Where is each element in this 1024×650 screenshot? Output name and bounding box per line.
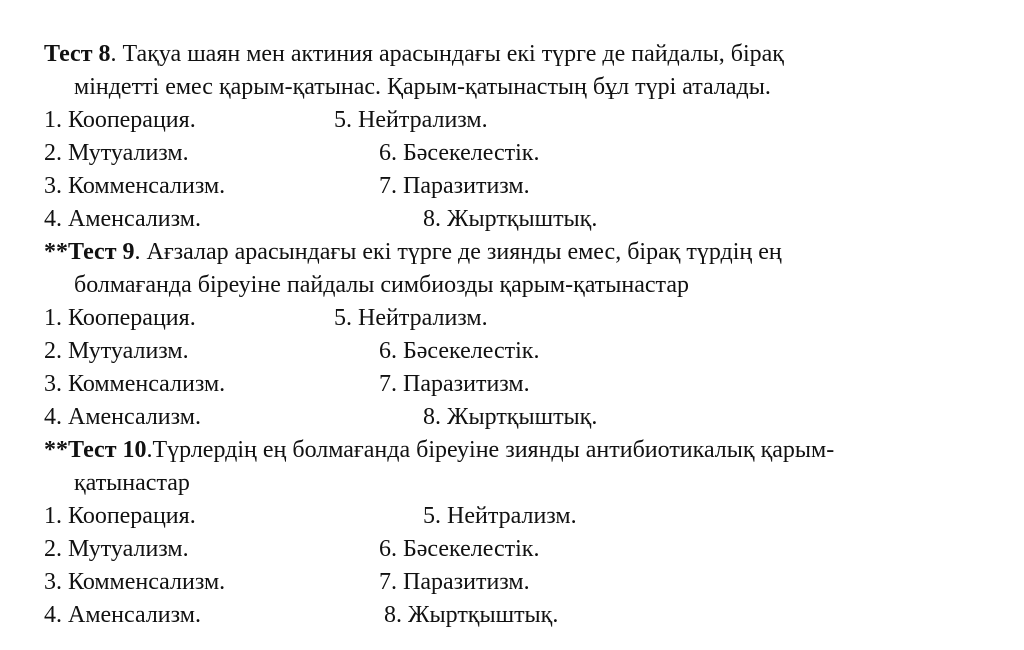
test-10-option-row bbox=[0, 500, 1024, 533]
test-10-label: Тест 10 bbox=[68, 437, 147, 463]
test-8-option-7: 7. Паразитизм. bbox=[379, 173, 530, 199]
test-8-question-text-2: міндетті емес қарым-қатынас. Қарым-қатынастың бұл түрі аталады. bbox=[74, 74, 771, 100]
test-9-option-3: 3. Комменсализм. bbox=[44, 371, 226, 397]
test-10-option-4: 4. Аменсализм. bbox=[44, 602, 201, 628]
test-9-option-6: 6. Бәсекелестік. bbox=[379, 338, 540, 364]
test-8-option-row bbox=[0, 137, 1024, 170]
test-10-prefix: ** bbox=[44, 437, 68, 463]
test-9-question-line-1 bbox=[0, 236, 1024, 269]
test-10-option-6: 6. Бәсекелестік. bbox=[379, 536, 540, 562]
test-8-option-8: 8. Жыртқыштық. bbox=[423, 206, 598, 232]
test-9-option-1: 1. Кооперация. bbox=[44, 305, 196, 331]
test-10-option-row bbox=[0, 599, 1024, 632]
test-9-prefix: ** bbox=[44, 239, 68, 265]
test-10-question-line-2 bbox=[0, 467, 1024, 500]
test-8-question-text-1: . Тақуа шаян мен актиния арасындағы екі түрге де пайдалы, бірақ bbox=[110, 41, 784, 67]
test-9-option-4: 4. Аменсализм. bbox=[44, 404, 201, 430]
test-10-question-line-1 bbox=[0, 434, 1024, 467]
test-9-option-row bbox=[0, 335, 1024, 368]
test-10-option-1: 1. Кооперация. bbox=[44, 503, 196, 529]
document-page bbox=[0, 38, 1024, 632]
test-10-question-text-2: қатынастар bbox=[74, 470, 190, 496]
test-8-option-3: 3. Комменсализм. bbox=[44, 173, 226, 199]
test-10-option-5: 5. Нейтрализм. bbox=[423, 503, 577, 529]
test-9-option-8: 8. Жыртқыштық. bbox=[423, 404, 598, 430]
test-9-option-5: 5. Нейтрализм. bbox=[334, 305, 488, 331]
test-9-question-text-2: болмағанда біреуіне пайдалы симбиозды қарым-қатынастар bbox=[74, 272, 689, 298]
test-8-label: Тест 8 bbox=[44, 41, 111, 67]
test-10-option-row bbox=[0, 533, 1024, 566]
test-8-question-line-1 bbox=[0, 38, 1024, 71]
test-9-option-row bbox=[0, 302, 1024, 335]
test-9-label: Тест 9 bbox=[68, 239, 135, 265]
test-10-option-2: 2. Мутуализм. bbox=[44, 536, 189, 562]
test-9-option-row bbox=[0, 368, 1024, 401]
test-8-option-row bbox=[0, 170, 1024, 203]
test-10-option-3: 3. Комменсализм. bbox=[44, 569, 226, 595]
test-8-option-5: 5. Нейтрализм. bbox=[334, 107, 488, 133]
test-10-option-row bbox=[0, 566, 1024, 599]
test-9-option-2: 2. Мутуализм. bbox=[44, 338, 189, 364]
test-9-option-row bbox=[0, 401, 1024, 434]
test-9-question-text-1: . Ағзалар арасындағы екі түрге де зиянды емес, бірақ түрдің ең bbox=[134, 239, 782, 265]
test-8-option-4: 4. Аменсализм. bbox=[44, 206, 201, 232]
test-8-option-row bbox=[0, 203, 1024, 236]
test-8-option-1: 1. Кооперация. bbox=[44, 107, 196, 133]
test-8-option-6: 6. Бәсекелестік. bbox=[379, 140, 540, 166]
test-8-option-2: 2. Мутуализм. bbox=[44, 140, 189, 166]
test-10-question-text-1: .Түрлердің ең болмағанда біреуіне зиянды антибиотикалық қарым- bbox=[146, 437, 835, 463]
test-10-option-7: 7. Паразитизм. bbox=[379, 569, 530, 595]
test-8-option-row bbox=[0, 104, 1024, 137]
test-8-question-line-2 bbox=[0, 71, 1024, 104]
test-9-option-7: 7. Паразитизм. bbox=[379, 371, 530, 397]
test-9-question-line-2 bbox=[0, 269, 1024, 302]
test-10-option-8: 8. Жыртқыштық. bbox=[384, 602, 559, 628]
